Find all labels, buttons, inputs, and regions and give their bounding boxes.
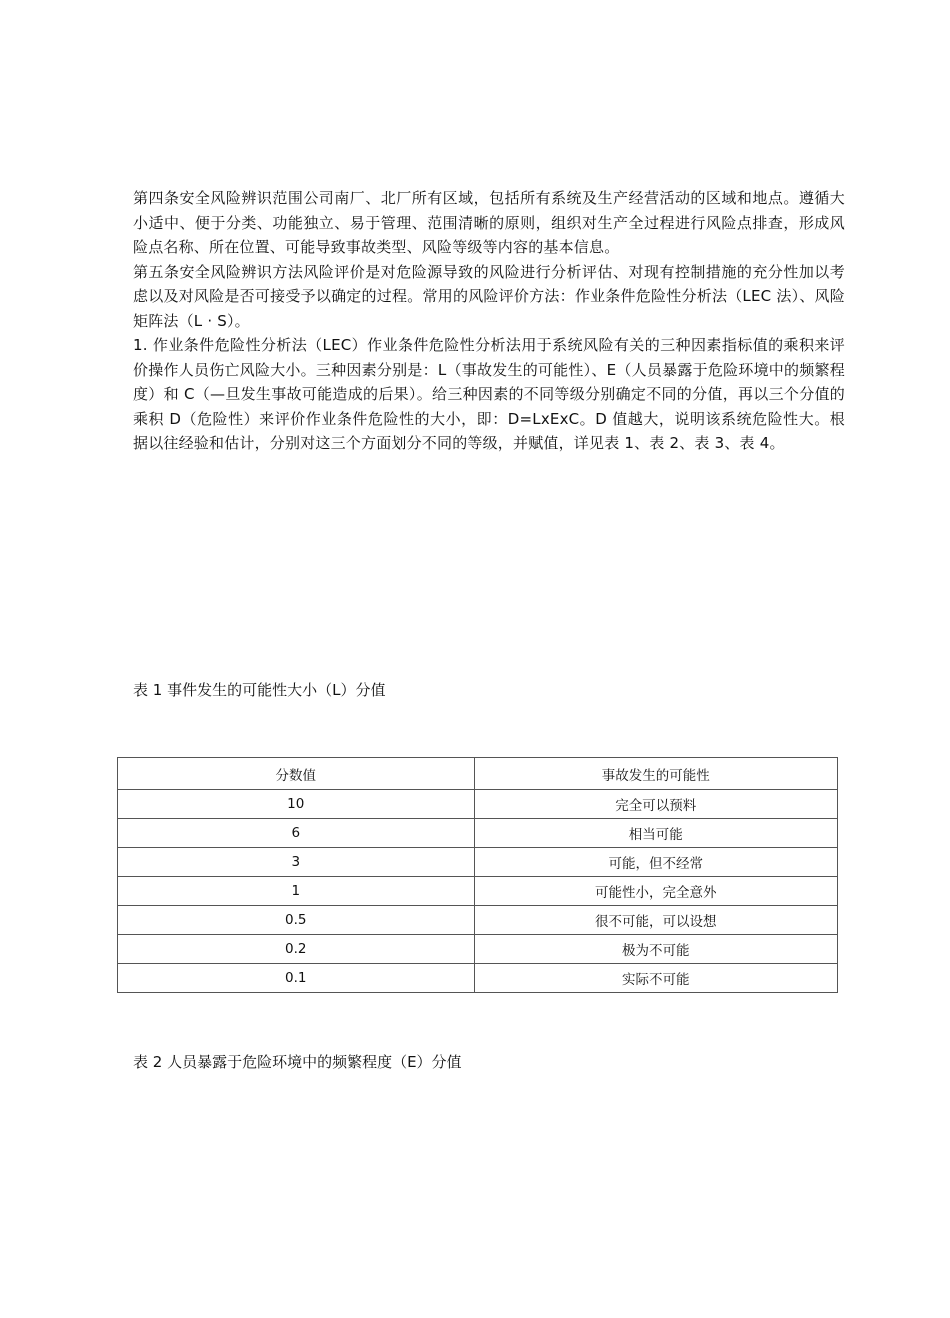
score-cell: 0.5 bbox=[118, 906, 475, 935]
likelihood-cell: 极为不可能 bbox=[474, 935, 838, 964]
table-row bbox=[118, 964, 838, 993]
column-header-score: 分数值 bbox=[118, 758, 475, 790]
table-row bbox=[118, 790, 838, 819]
score-cell: 6 bbox=[118, 819, 475, 848]
likelihood-cell: 可能，但不经常 bbox=[474, 848, 838, 877]
likelihood-cell: 很不可能，可以设想 bbox=[474, 906, 838, 935]
table-row bbox=[118, 935, 838, 964]
table-row bbox=[118, 819, 838, 848]
likelihood-cell: 实际不可能 bbox=[474, 964, 838, 993]
table-row bbox=[118, 906, 838, 935]
likelihood-cell: 相当可能 bbox=[474, 819, 838, 848]
body-text bbox=[133, 186, 845, 456]
table1-likelihood-scores bbox=[117, 757, 838, 993]
score-cell: 1 bbox=[118, 877, 475, 906]
likelihood-cell: 可能性小，完全意外 bbox=[474, 877, 838, 906]
score-cell: 0.1 bbox=[118, 964, 475, 993]
likelihood-cell: 完全可以预料 bbox=[474, 790, 838, 819]
paragraph-article-5: 第五条安全风险辨识方法风险评价是对危险源导致的风险进行分析评估、对现有控制措施的充分性加以考虑以及对风险是否可接受予以确定的过程。常用的风险评价方法：作业条件危险性分析法（LEC 法）、风险矩阵法（L · S）。 bbox=[133, 262, 845, 330]
table-header-row bbox=[118, 758, 838, 790]
table1-caption: 表 1 事件发生的可能性大小（L）分值 bbox=[133, 681, 386, 699]
score-cell: 0.2 bbox=[118, 935, 475, 964]
paragraph-lec-method: 1. 作业条件危险性分析法（LEC）作业条件危险性分析法用于系统风险有关的三种因素指标值的乘积来评价操作人员伤亡风险大小。三种因素分别是：L（事故发生的可能性）、E（人员暴露于危险环境中的频繁程度）和 C（—旦发生事故可能造成的后果）。给三种因素的不同等级分别确定不同的分值，再以三个分值的乘积 D（危险性）来评价作业条件危险性的大小，即：D=LxExC。D 值越大，说明该系统危险性大。根据以往经验和估计，分别对这三个方面划分不同的等级，并赋值，详见表 1、表 2、表 3、表 4。 bbox=[133, 336, 845, 452]
table-row bbox=[118, 848, 838, 877]
score-cell: 10 bbox=[118, 790, 475, 819]
column-header-likelihood: 事故发生的可能性 bbox=[474, 758, 838, 790]
paragraph-article-4: 第四条安全风险辨识范围公司南厂、北厂所有区域，包括所有系统及生产经营活动的区域和地点。遵循大小适中、便于分类、功能独立、易于管理、范围清晰的原则，组织对生产全过程进行风险点排查，形成风险点名称、所在位置、可能导致事故类型、风险等级等内容的基本信息。 bbox=[133, 189, 845, 256]
score-cell: 3 bbox=[118, 848, 475, 877]
table2-caption: 表 2 人员暴露于危险环境中的频繁程度（E）分值 bbox=[133, 1053, 462, 1071]
table-row bbox=[118, 877, 838, 906]
